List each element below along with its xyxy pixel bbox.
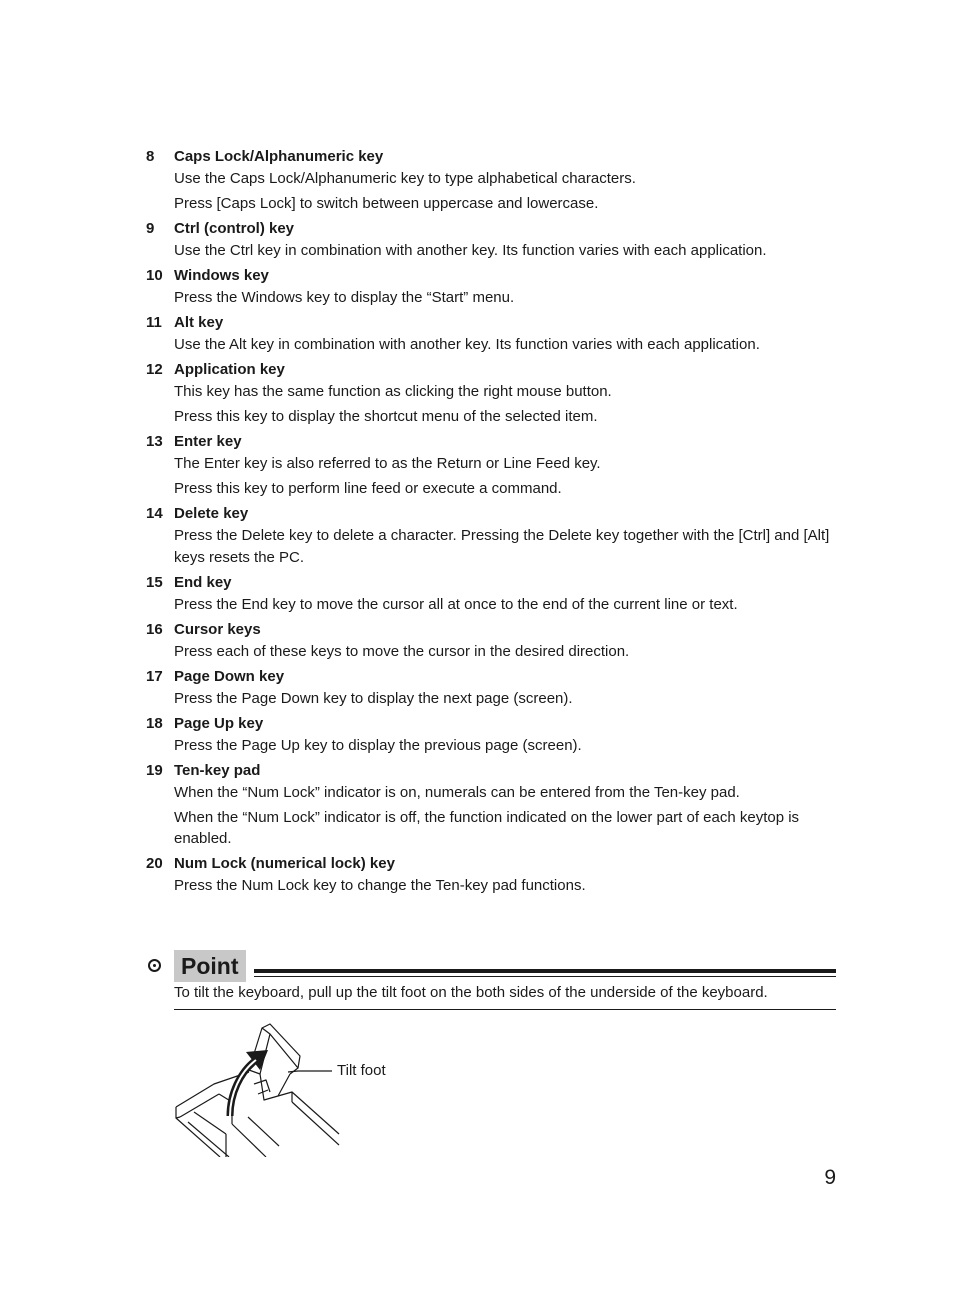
item-description — [174, 381, 836, 428]
list-item — [146, 503, 836, 568]
item-text: Use the Caps Lock/Alphanumeric key to type alphabetical characters. — [174, 170, 636, 187]
item-title: Cursor keys — [174, 620, 261, 638]
list-item — [146, 853, 836, 897]
item-heading — [146, 503, 836, 525]
item-number: 10 — [146, 267, 163, 284]
list-item — [146, 218, 836, 262]
item-title: Alt key — [174, 314, 224, 331]
list-item — [146, 666, 836, 710]
tilt-foot-illustration — [174, 1022, 414, 1157]
divider — [174, 1009, 836, 1010]
item-text: Use the Ctrl key in combination with another key. Its function varies with each application. — [174, 242, 767, 259]
item-number: 12 — [146, 361, 163, 378]
list-item — [146, 359, 836, 428]
item-heading — [146, 146, 836, 168]
item-heading — [146, 853, 836, 875]
point-text: To tilt the keyboard, pull up the tilt foot on the both sides of the underside of the keyboard. — [174, 984, 768, 1001]
item-heading — [146, 572, 836, 594]
item-description — [174, 782, 836, 850]
list-item — [146, 265, 836, 309]
item-number: 16 — [146, 620, 163, 638]
item-number: 20 — [146, 855, 163, 872]
item-title: Page Down key — [174, 667, 285, 685]
item-text: Press this key to perform line feed or execute a command. — [174, 480, 562, 497]
item-heading — [146, 713, 836, 735]
item-title: Ten-key pad — [174, 761, 261, 779]
item-heading — [146, 265, 836, 287]
item-heading — [146, 359, 836, 381]
page-number: 9 — [824, 1166, 836, 1189]
item-description — [174, 453, 836, 500]
item-heading — [146, 619, 836, 641]
item-description — [174, 287, 836, 309]
item-number: 15 — [146, 573, 163, 591]
item-text: Press the Delete key to delete a character. Pressing the Delete key together with the [Ctrl] and [Alt] keys resets the PC. — [174, 527, 830, 566]
item-description — [174, 735, 836, 757]
item-number: 19 — [146, 761, 163, 779]
list-item — [146, 312, 836, 356]
list-item — [146, 760, 836, 850]
item-text: This key has the same function as clicking the right mouse button. — [174, 383, 612, 400]
list-item — [146, 619, 836, 663]
tilt-foot-label: Tilt foot — [337, 1062, 386, 1079]
item-title: Delete key — [174, 505, 249, 522]
item-description — [174, 594, 836, 616]
item-text: When the “Num Lock” indicator is off, the function indicated on the lower part of each keytop is enabled. — [174, 808, 800, 847]
item-heading — [146, 218, 836, 240]
list-item — [146, 572, 836, 616]
item-heading — [146, 312, 836, 334]
item-number: 8 — [146, 148, 155, 165]
item-text: Press the Windows key to display the “Start” menu. — [174, 289, 515, 306]
point-header — [146, 950, 836, 982]
item-description — [174, 168, 836, 215]
divider — [254, 969, 836, 973]
key-description-list — [146, 143, 836, 900]
item-description — [174, 688, 836, 710]
divider — [254, 976, 836, 977]
item-title: Application key — [174, 361, 285, 378]
item-text: Press the Num Lock key to change the Ten-key pad functions. — [174, 877, 586, 894]
item-heading — [146, 666, 836, 688]
item-title: Num Lock (numerical lock) key — [174, 855, 395, 872]
item-number: 9 — [146, 220, 155, 237]
item-text: When the “Num Lock” indicator is on, numerals can be entered from the Ten-key pad. — [174, 783, 740, 801]
item-description — [174, 334, 836, 356]
item-description — [174, 875, 836, 897]
item-number: 14 — [146, 505, 163, 522]
item-heading — [146, 760, 836, 782]
item-text: Use the Alt key in combination with another key. Its function varies with each application. — [174, 336, 760, 353]
item-title: Ctrl (control) key — [174, 220, 295, 237]
item-text: Press [Caps Lock] to switch between uppercase and lowercase. — [174, 195, 599, 212]
item-heading — [146, 431, 836, 453]
item-text: Press each of these keys to move the cursor in the desired direction. — [174, 642, 630, 660]
point-label: Point — [174, 950, 246, 982]
list-item — [146, 713, 836, 757]
item-text: Press the Page Down key to display the next page (screen). — [174, 689, 573, 707]
item-description — [174, 240, 836, 262]
item-title: Caps Lock/Alphanumeric key — [174, 148, 384, 165]
item-title: Windows key — [174, 267, 269, 284]
item-description — [174, 525, 836, 568]
item-number: 11 — [146, 314, 162, 331]
item-text: Press the End key to move the cursor all at once to the end of the current line or text. — [174, 595, 738, 613]
list-item — [146, 146, 836, 215]
item-title: Page Up key — [174, 714, 264, 732]
item-number: 13 — [146, 433, 163, 450]
target-icon — [148, 959, 161, 972]
item-text: Press this key to display the shortcut menu of the selected item. — [174, 408, 598, 425]
list-item — [146, 431, 836, 500]
item-number: 18 — [146, 714, 163, 732]
item-description — [174, 641, 836, 663]
item-number: 17 — [146, 667, 163, 685]
item-text: Press the Page Up key to display the previous page (screen). — [174, 736, 582, 754]
item-title: Enter key — [174, 433, 242, 450]
item-title: End key — [174, 573, 232, 591]
item-text: The Enter key is also referred to as the Return or Line Feed key. — [174, 455, 601, 472]
